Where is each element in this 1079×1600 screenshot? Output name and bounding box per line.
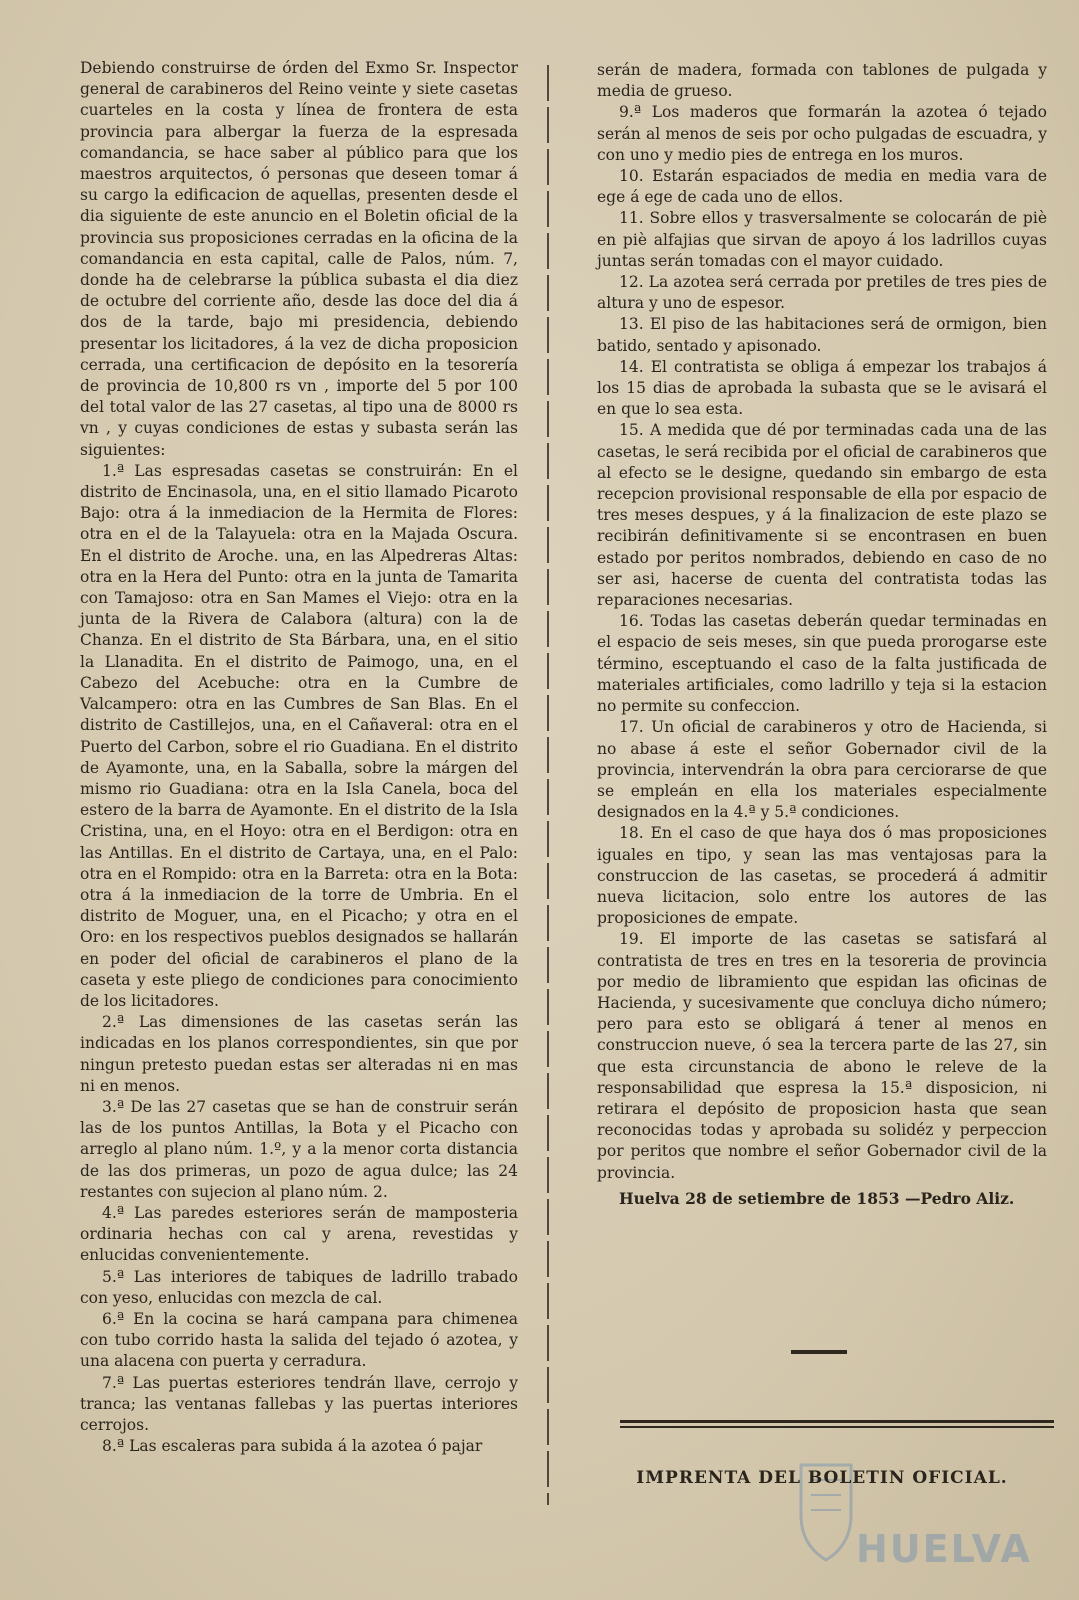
condition-5: 5.ª Las interiores de tabiques de ladrillo trabado con yeso, enlucidas con mezcla de cal. [80,1267,518,1307]
left-column [80,58,518,1457]
condition-9: 9.ª Los maderos que formarán la azotea ó tejado serán al menos de seis por ocho pulgadas de escuadra, y con uno y medio pies de entrega en los muros. [597,103,1047,164]
condition-4: 4.ª Las paredes esteriores serán de mamposteria ordinaria hechas con cal y arena, revestidas y enlucidas convenientemente. [80,1203,518,1265]
condition-12: 12. La azotea será cerrada por pretiles de tres pies de altura y uno de espesor. [597,273,1047,313]
condition-10: 10. Estarán espaciados de media en media vara de ege á ege de cada uno de ellos. [597,167,1047,207]
condition-18: 18. En el caso de que haya dos ó mas proposiciones iguales en tipo, y sean las mas ventajosas para la construccion de las casetas, se procederá á admitir nueva licitacion, solo entre los autores de las proposiciones de empate. [597,824,1047,928]
condition-14: 14. El contratista se obliga á empezar los trabajos á los 15 dias de aprobada la subasta que se le avisará el en que lo sea esta. [597,357,1047,419]
right-column [597,60,1047,1209]
condition-17: 17. Un oficial de carabineros y otro de Hacienda, si no abase á este el señor Gobernador civil de la provincia, intervendrán la obra para cerciorarse de que se empleán en ella los materiales especialmente designados en la 4.ª y 5.ª condiciones. [597,718,1047,822]
imprint-line: IMPRENTA DEL BOLETIN OFICIAL. [636,1468,1008,1488]
condition-11: 11. Sobre ellos y trasversalmente se colocarán de piè en piè alfajias que sirvan de apoyo á los ladrillos cuyas juntas serán tomadas con el mayor cuidado. [597,209,1047,270]
condition-8: 8.ª Las escaleras para subida á la azotea ó pajar [102,1437,483,1456]
condition-7: 7.ª Las puertas esteriores tendrán llave, cerrojo y tranca; las ventanas fallebas y las puertas interiores cerrojos. [80,1373,518,1434]
condition-13: 13. El piso de las habitaciones será de ormigon, bien batido, sentado y apisonado. [597,315,1047,355]
signature-line: Huelva 28 de setiembre de 1853 —Pedro Aliz. [619,1188,1015,1208]
double-rule [620,1420,1054,1428]
condition-19: 19. El importe de las casetas se satisfará al contratista de tres en tres en la tesoreria de provincia por medio de libramiento que espidan las oficinas de Hacienda, y sucesivamente que concluya dicho número; pero para esto se obligará á tener al menos en construccion nueve, ó sea la tercera parte de las 27, sin que esta circunstancia de abono le releve de la responsabilidad que espresa la 15.ª disposicion, ni retirara el depósito de proposicion hasta que sean reconocidas todas y aprobada su solidéz y perpeccion por peritos que nombre el señor Gobernador civil de la provincia. [597,930,1047,1182]
condition-15: 15. A medida que dé por terminadas cada una de las casetas, le será recibida por el oficial de carabineros que al efecto se le designe, quedando sin embargo de esta recepcion provisional responsable de ella por espacio de tres meses despues, y á la finalizacion de este plazo se recibirán definitivamente si se encontrasen en buen estado por peritos nombrados, debiendo en caso de no ser asi, hacerse de cuenta del contratista todas las reparaciones necesarias. [597,421,1047,610]
condition-16: 16. Todas las casetas deberán quedar terminadas en el espacio de seis meses, sin que pueda prorogarse este término, esceptuando el caso de la falta justificada de materiales artificiales, como ladrillo y teja si la estacion no permite su confeccion. [597,612,1047,716]
watermark-text: HUELVA [856,1527,1032,1571]
condition-2: 2.ª Las dimensiones de las casetas serán las indicadas en los planos correspondientes, sin que por ningun pretesto puedan estas ser alteradas ni en mas ni en menos. [80,1013,518,1095]
condition-1: 1.ª Las espresadas casetas se construirán: En el distrito de Encinasola, una, en el sitio llamado Picaroto Bajo: otra á la inmediacion de la Hermita de Flores: otra en el de la Talayuela: otra en la Majada Oscura. En el distrito de Aroche. una, en las Alpedreras Altas: otra en la Hera del Punto: otra en la junta de Tamarita con Tamajoso: otra en San Mames el Viejo: otra en la junta de la Rivera de Calabora (altura) con la de Chanza. En el distrito de Sta Bárbara, una, en el sitio la Llanadita. En el distrito de Paimogo, una, en el Cabezo del Acebuche: otra en la Cumbre de Valcampero: otra en las Cumbres de San Blas. En el distrito de Castillejos, una, en el Cañaveral: otra en el Puerto del Carbon, sobre el rio Guadiana. En el distrito de Ayamonte, una, en la Saballa, sobre la márgen del mismo rio Guadiana: otra en la Isla Canela, boca del estero de la barra de Ayamonte. En el distrito de la Isla Cristina, una, en el Hoyo: otra en el Berdigon: otra en las Antillas. En el distrito de Cartaya, una, en el Palo: otra en el Rompido: otra en la Barreta: otra en la Bota: otra á la inmediacion de la torre de Umbria. En el distrito de Moguer, una, en el Picacho; y otra en el Oro: en los respectivos pueblos designados se hallarán en poder del oficial de carabineros el plano de la caseta y este pliego de condiciones para conocimiento de los licitadores. [80,461,518,1010]
condition-8-continued: serán de madera, formada con tablones de pulgada y media de grueso. [597,61,1047,101]
column-divider [547,65,549,1505]
short-rule [791,1350,847,1354]
announcement-intro: Debiendo construirse de órden del Exmo Sr. Inspector general de carabineros del Reino veinte y siete casetas cuarteles en la costa y línea de frontera de esta provincia para albergar la fuerza de la espresada comandancia, se hace saber al público para que los maestros arquitectos, ó personas que deseen tomar á su cargo la edificacion de aquellas, presenten desde el dia siguiente de este anuncio en el Boletin oficial de la provincia sus proposiciones cerradas en la oficina de la comandancia en esta capital, calle de Palos, núm. 7, donde ha de celebrarse la pública subasta el dia diez de octubre del corriente año, desde las doce del dia á dos de la tarde, bajo mi presidencia, debiendo presentar los licitadores, á la vez de dicha proposicion cerrada, una certificacion de depósito en la tesorería de provincia de 10,800 rs vn , importe del 5 por 100 del total valor de las 27 casetas, al tipo una de 8000 rs vn , y cuyas condiciones de estas y subasta serán las siguientes: [80,59,518,459]
condition-6: 6.ª En la cocina se hará campana para chimenea con tubo corrido hasta la salida del tejado ó azotea, y una alacena con puerta y cerradura. [80,1309,518,1371]
condition-3: 3.ª De las 27 casetas que se han de construir serán las de los puntos Antillas, la Bota y el Picacho con arreglo al plano núm. 1.º, y a la menor corta distancia de las dos primeras, un pozo de agua dulce; las 24 restantes con sujecion al plano núm. 2. [80,1097,518,1201]
